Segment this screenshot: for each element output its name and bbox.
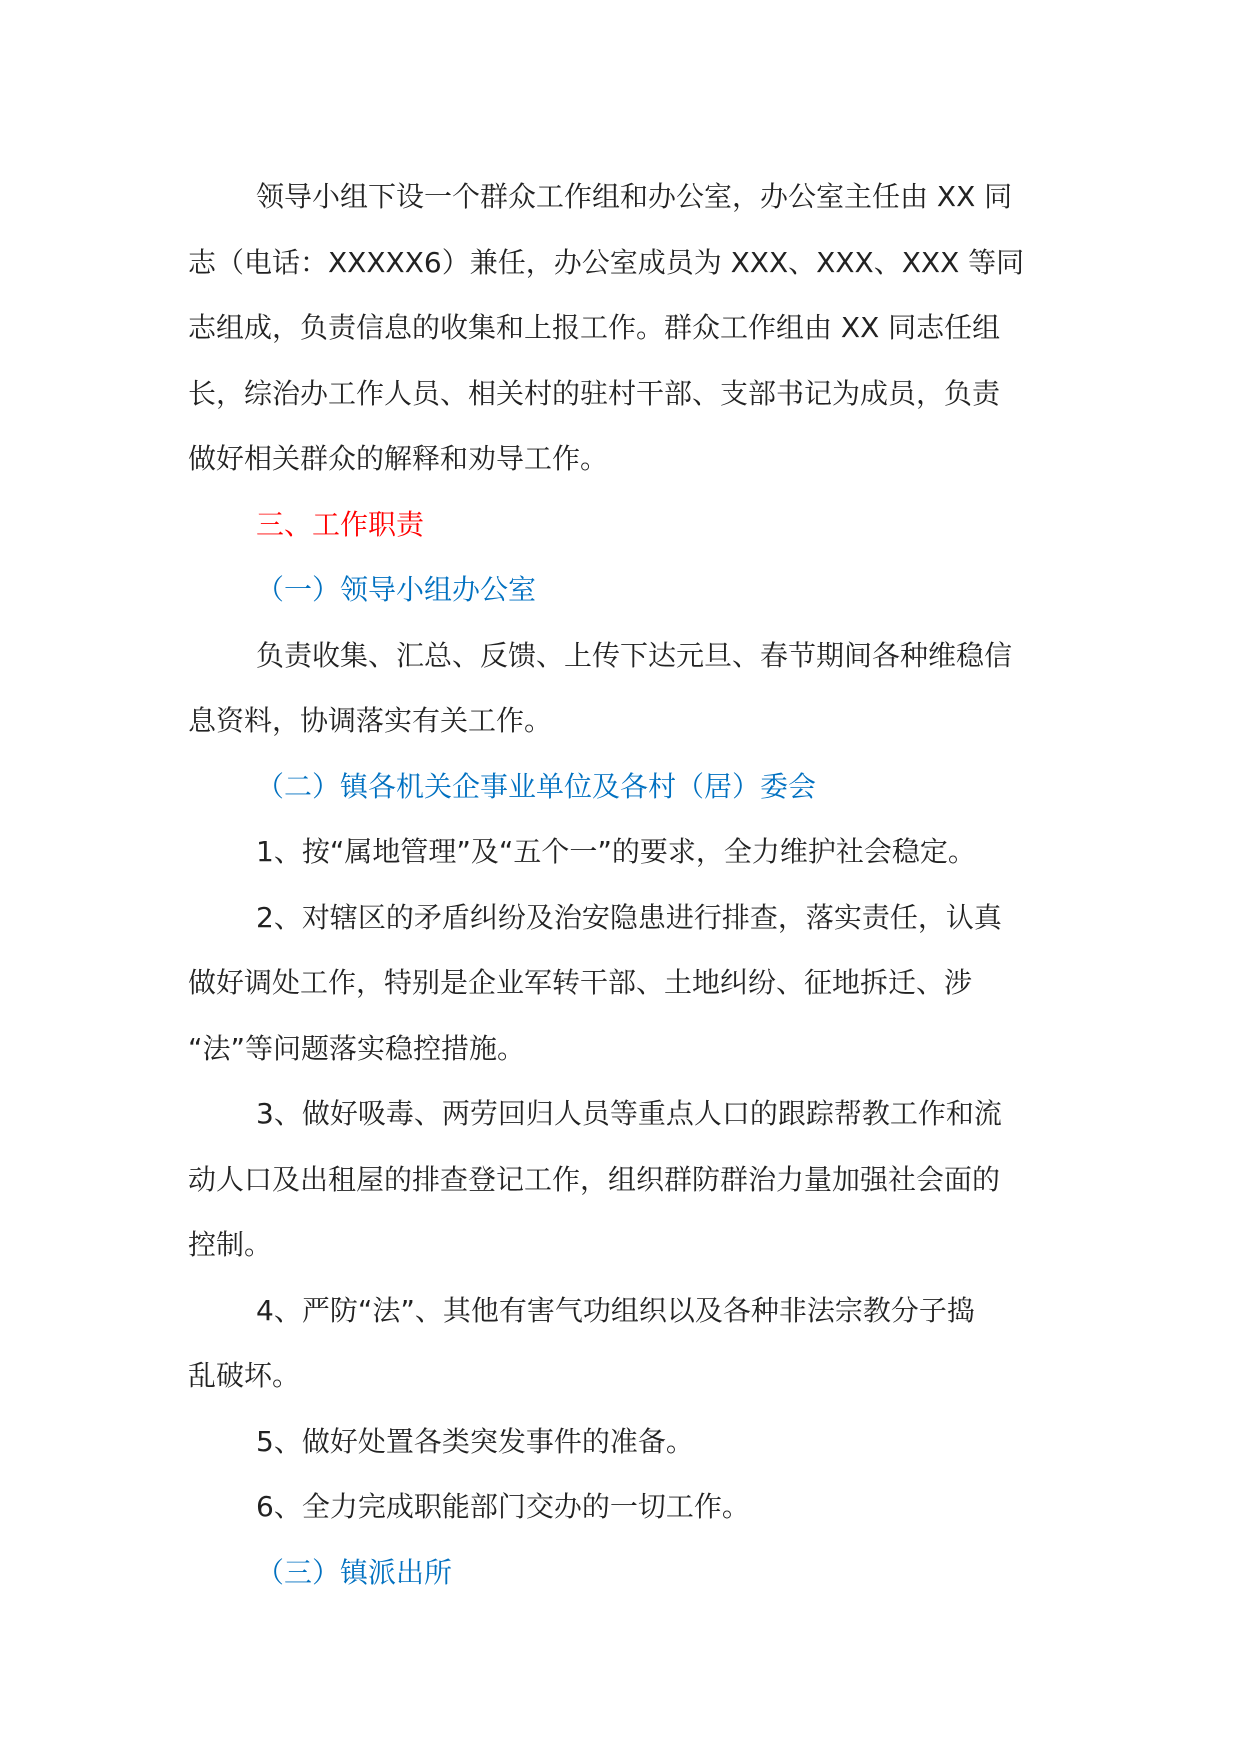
text-line: 负责收集、汇总、反馈、上传下达元旦、春节期间各种维稳信: [256, 638, 1013, 672]
text-line: 做好调处工作，特别是企业军转干部、土地纠纷、征地拆迁、涉: [188, 966, 973, 999]
subheading-town-units: [188, 754, 1068, 820]
text-line: 3、做好吸毒、两劳回归人员等重点人口的跟踪帮教工作和流: [256, 1097, 1002, 1130]
text-line: 领导小组下设一个群众工作组和办公室，办公室主任由 XX 同: [256, 180, 1013, 213]
text-line: 6、全力完成职能部门交办的一切工作。: [256, 1490, 750, 1523]
text-line: 长，综治办工作人员、相关村的驻村干部、支部书记为成员，负责: [188, 376, 1001, 410]
text-line: 2、对辖区的矛盾纠纷及治安隐患进行排查，落实责任，认真: [256, 900, 1002, 934]
list-item-5: [188, 1409, 1068, 1475]
heading-text: 三、工作职责: [256, 507, 425, 541]
text-line: 志组成，负责信息的收集和上报工作。群众工作组由 XX 同志任组: [188, 311, 1001, 344]
text-line: “法”等问题落实稳控措施。: [188, 1031, 526, 1065]
list-item-4: [188, 1278, 1068, 1409]
paragraph-office-setup: [188, 164, 1068, 492]
text-line: 4、严防“法”、其他有害气功组织以及各种非法宗教分子捣: [256, 1293, 975, 1327]
text-line: 做好相关群众的解释和劝导工作。: [188, 442, 609, 475]
list-item-6: [188, 1474, 1068, 1540]
section-heading-duties: [188, 492, 1068, 558]
heading-text: （二）镇各机关企事业单位及各村（居）委会: [256, 769, 817, 803]
document-body: [188, 164, 1068, 1605]
text-line: 乱破坏。: [188, 1359, 301, 1392]
paragraph-office-duties: [188, 623, 1068, 754]
text-line: 5、做好处置各类突发事件的准备。: [256, 1424, 694, 1458]
text-line: 控制。: [188, 1228, 273, 1261]
text-line: 息资料，协调落实有关工作。: [188, 704, 553, 737]
text-line: 动人口及出租屋的排查登记工作，组织群防群治力量加强社会面的: [188, 1162, 1001, 1196]
subheading-leadership-office: [188, 557, 1068, 623]
heading-text: （一）领导小组办公室: [256, 573, 537, 606]
subheading-police-station: [188, 1540, 1068, 1606]
list-item-2: [188, 885, 1068, 1082]
list-item-3: [188, 1081, 1068, 1278]
list-item-1: [188, 819, 1068, 885]
text-line: 志（电话：XXXXX6）兼任，办公室成员为 XXX、XXX、XXX 等同: [188, 245, 1025, 279]
heading-text: （三）镇派出所: [256, 1555, 453, 1589]
text-line: 1、按“属地管理”及“五个一”的要求，全力维护社会稳定。: [256, 835, 976, 868]
